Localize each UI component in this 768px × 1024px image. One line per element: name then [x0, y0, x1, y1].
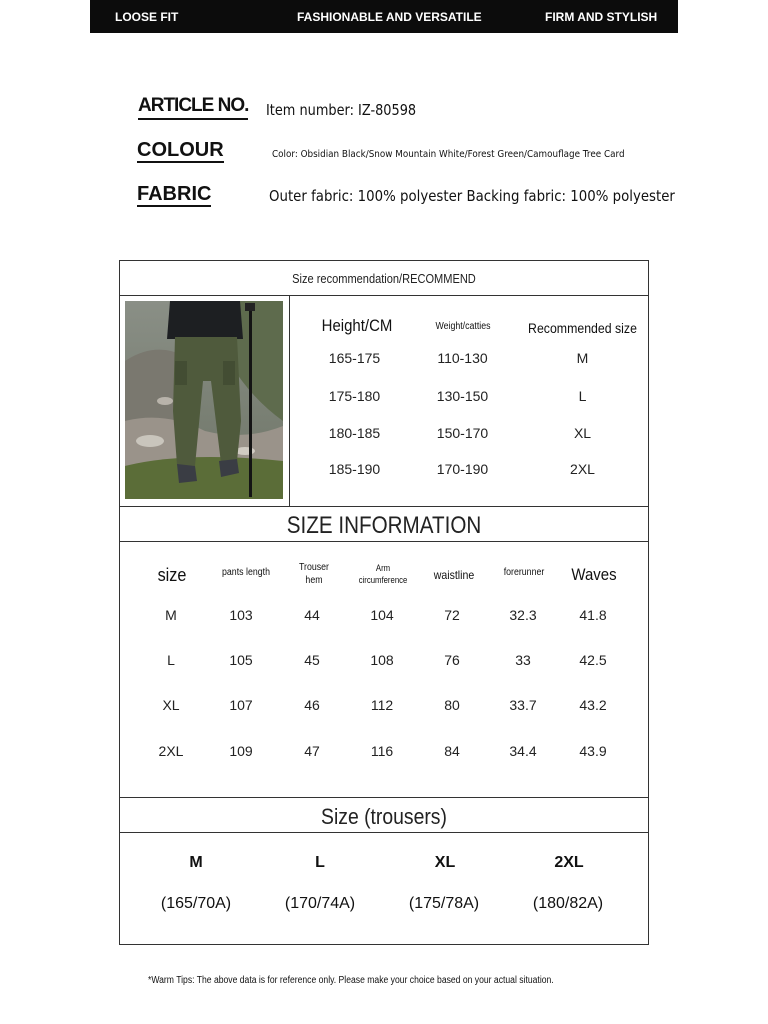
- article-value: Item number: IZ-80598: [266, 101, 417, 119]
- size-cell: 42.5: [579, 652, 607, 668]
- fabric-value: Outer fabric: 100% polyester Backing fabric: 100% polyester: [269, 187, 675, 205]
- top-banner: [90, 0, 678, 33]
- size-cell: 108: [370, 652, 394, 668]
- size-cell: 47: [304, 743, 320, 759]
- divider: [289, 295, 290, 506]
- size-header-waistline: waistline: [433, 568, 475, 582]
- size-header-arm-circumference: Arm circumference: [358, 563, 408, 585]
- trousers-code-l: (170/74A): [284, 895, 356, 912]
- size-header-pants-length: pants length: [222, 567, 270, 578]
- size-cell: 2XL: [158, 743, 184, 759]
- fabric-label: FABRIC: [137, 183, 212, 205]
- trousers-size-l: L: [315, 854, 325, 871]
- divider: [119, 541, 649, 542]
- size-cell: 33: [515, 652, 531, 668]
- size-cell: 112: [370, 697, 394, 713]
- rec-row-1-size: M: [576, 350, 589, 366]
- article-label: ARTICLE NO.: [138, 95, 248, 120]
- size-cell: 44: [304, 607, 320, 623]
- divider: [119, 506, 649, 507]
- size-cell: 80: [444, 697, 460, 713]
- size-header-waves: Waves: [571, 565, 617, 584]
- size-cell: L: [167, 652, 175, 668]
- size-cell: 46: [304, 697, 320, 713]
- trousers-code-m: (165/70A): [160, 895, 232, 912]
- size-cell: 72: [444, 607, 460, 623]
- size-header-forerunner: forerunner: [503, 567, 545, 578]
- size-cell: 34.4: [509, 743, 537, 759]
- rec-row-3-height: 180-185: [328, 425, 381, 441]
- size-cell: 104: [370, 607, 394, 623]
- model-wearing-pants-image: [125, 301, 283, 499]
- trousers-size-xl: XL: [434, 854, 456, 871]
- size-header-size: size: [157, 565, 187, 585]
- rec-row-1-weight: 110-130: [437, 350, 488, 366]
- size-cell: M: [165, 607, 177, 623]
- size-cell: 43.2: [579, 697, 607, 713]
- divider: [119, 797, 649, 798]
- rec-row-1-height: 165-175: [328, 350, 381, 366]
- banner-firm-stylish: FIRM AND STYLISH: [545, 10, 658, 24]
- rec-row-2-height: 175-180: [328, 388, 381, 404]
- trousers-size-m: M: [189, 854, 203, 871]
- rec-row-2-size: L: [578, 388, 587, 404]
- size-cell: 103: [229, 607, 253, 623]
- size-cell: 116: [370, 743, 394, 759]
- rec-row-3-size: XL: [573, 425, 592, 441]
- trousers-code-2xl: (180/82A): [532, 895, 604, 912]
- size-info-title: SIZE INFORMATION: [286, 512, 482, 539]
- divider: [119, 295, 649, 296]
- banner-loose-fit: LOOSE FIT: [115, 10, 179, 24]
- rec-row-3-weight: 150-170: [436, 425, 489, 441]
- size-cell: 43.9: [579, 743, 607, 759]
- rec-row-4-size: 2XL: [570, 461, 595, 477]
- product-photo: [125, 301, 283, 499]
- rec-row-4-weight: 170-190: [436, 461, 489, 477]
- size-cell: 109: [229, 743, 253, 759]
- rec-header-height: Height/CM: [321, 316, 393, 335]
- size-cell: 84: [444, 743, 460, 759]
- size-cell: 76: [444, 652, 460, 668]
- trousers-code-xl: (175/78A): [408, 895, 480, 912]
- recommend-title: Size recommendation/RECOMMEND: [292, 271, 476, 286]
- warm-tips-note: *Warm Tips: The above data is for reference only. Please make your choice based on your actual situation.: [148, 975, 554, 986]
- size-cell: 33.7: [509, 697, 537, 713]
- size-cell: 41.8: [579, 607, 607, 623]
- rec-header-size: Recommended size: [528, 320, 637, 336]
- size-cell: 45: [304, 652, 320, 668]
- colour-label: COLOUR: [137, 139, 224, 161]
- trousers-size-2xl: 2XL: [554, 854, 584, 871]
- size-header-trouser-hem: Trouser hem: [298, 562, 330, 586]
- banner-fashionable: FASHIONABLE AND VERSATILE: [297, 10, 482, 24]
- size-cell: XL: [162, 697, 180, 713]
- size-cell: 105: [229, 652, 253, 668]
- divider: [119, 832, 649, 833]
- rec-header-weight: Weight/catties: [435, 321, 491, 332]
- rec-row-2-weight: 130-150: [436, 388, 489, 404]
- size-cell: 107: [229, 697, 253, 713]
- size-cell: 32.3: [509, 607, 537, 623]
- rec-row-4-height: 185-190: [328, 461, 381, 477]
- trousers-title: Size (trousers): [321, 804, 447, 829]
- colour-value: Color: Obsidian Black/Snow Mountain White/Forest Green/Camouflage Tree Card: [272, 149, 625, 160]
